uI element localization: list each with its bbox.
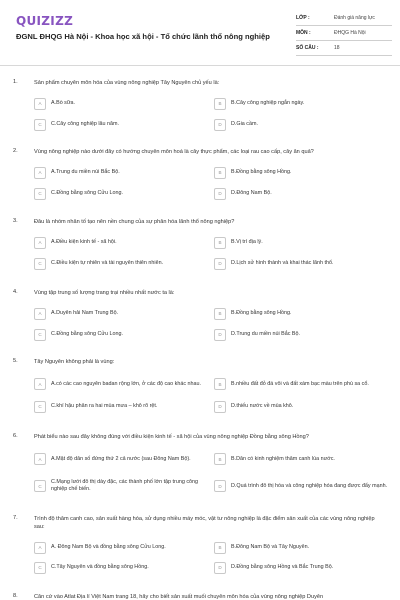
option-letter: D [214,401,226,413]
option-letter: D [214,119,226,131]
option-b[interactable] [214,165,389,180]
option-a[interactable] [34,540,204,555]
meta-label: LỚP : [296,15,310,21]
option-text: B.Cây công nghiệp ngắn ngày. [231,100,305,106]
option-text: B.nhiều đất đỏ đá vôi và đất xám bạc màu trên phù sa cổ. [231,380,369,387]
option-a[interactable] [34,165,204,180]
option-text: C.Cây công nghiệp lâu năm. [51,121,120,127]
option-a[interactable] [34,306,204,321]
option-c[interactable] [34,186,204,201]
option-d[interactable] [214,560,389,575]
option-letter: B [214,542,226,554]
option-text: B.Đồng bằng sông Hồng. [231,169,292,175]
option-text: C.Tây Nguyên và đồng bằng sông Hồng. [51,564,149,570]
option-letter: A [34,308,46,320]
question-number: 5. [13,358,18,364]
question-text: Tây Nguyên không phải là vùng: [34,359,115,365]
option-text: A. Đông Nam Bộ và đồng bằng sông Cửu Long. [51,544,166,550]
option-c[interactable] [34,399,204,414]
meta-value: 18 [334,45,340,51]
option-c[interactable] [34,117,204,132]
option-letter: D [214,480,226,492]
worksheet-meta [296,11,392,56]
option-text: D.thiếu nước về mùa khô. [231,403,294,409]
option-text: D.Đồng bằng sông Hồng và Bắc Trung Bộ. [231,564,334,570]
option-text: B.Đồng bằng sông Hồng. [231,310,292,316]
option-letter: C [34,258,46,270]
question-number: 7. [13,515,18,521]
option-text: D.Lịch sử hình thành và khai thác lãnh thổ. [231,260,334,266]
option-d[interactable] [214,327,389,342]
option-text: B.Dân có kinh nghiệm thâm canh lúa nước. [231,455,335,462]
option-c[interactable] [34,475,204,497]
option-d[interactable] [214,399,389,414]
option-text: C.Đồng bằng sông Cửu Long. [51,190,123,196]
question-text: Vùng nông nghiệp nào dưới đây có hướng chuyên môn hoá là cây thực phẩm, các loại rau cao cấp, cây ăn quả? [34,149,314,155]
option-text: C.Điều kiện tự nhiên và tài nguyên thiên nhiên. [51,260,164,266]
option-a[interactable] [34,96,204,111]
option-text: D.Gia cầm. [231,121,258,127]
option-c[interactable] [34,256,204,271]
option-letter: A [34,453,46,465]
option-letter: A [34,542,46,554]
option-a[interactable] [34,235,204,250]
option-letter: C [34,188,46,200]
option-text: A.Duyên hải Nam Trung Bộ. [51,310,119,316]
question-text: Trình độ thâm canh cao, sản xuất hàng hóa, sử dụng nhiều máy móc, vật tư nông nghiệp là đặc điểm sản xuất của các vùng nông nghiệp sau: [34,516,375,530]
option-text: A.Bò sữa. [51,100,75,106]
option-text: D.Quá trình đô thị hóa và công nghiệp hóa đang được đẩy mạnh. [231,482,388,489]
question-number: 2. [13,148,18,154]
option-text: A.Trung du miền núi Bắc Bộ. [51,169,120,175]
question-number: 4. [13,289,18,295]
option-letter: C [34,562,46,574]
option-letter: C [34,329,46,341]
option-text: C.Mạng lưới đô thị dày đặc, các thành phố lớn tập trung công nghiệp chế biến. [51,479,199,492]
option-letter: D [214,188,226,200]
option-letter: D [214,258,226,270]
option-b[interactable] [214,306,389,321]
option-b[interactable] [214,235,389,250]
option-a[interactable] [34,448,204,470]
option-letter: A [34,237,46,249]
option-b[interactable] [214,96,389,111]
option-d[interactable] [214,256,389,271]
option-a[interactable] [34,373,204,395]
meta-label: MÔN : [296,30,311,36]
option-letter: B [214,308,226,320]
question-text: Căn cứ vào Atlat Địa lí Việt Nam trang 18, hãy cho biết sản xuất muối chuyên môn hóa của vùng nông nghiệp Duyên [34,594,324,600]
option-d[interactable] [214,117,389,132]
option-letter: B [214,453,226,465]
meta-row-subject [296,26,392,41]
option-text: A.Điều kiện kinh tế - xã hội. [51,239,117,245]
option-letter: C [34,401,46,413]
option-b[interactable] [214,448,389,470]
quizizz-logo: QUIZIZZ [16,14,74,28]
option-text: D.Trung du miền núi Bắc Bộ. [231,331,301,337]
option-text: B.Vị trí địa lý. [231,239,263,245]
option-text: B.Đông Nam Bộ và Tây Nguyên. [231,544,310,550]
option-text: D.Đông Nam Bộ. [231,190,272,196]
question-text: Vùng tập trung số lượng trang trại nhiều nhất nước ta là: [34,290,175,296]
option-letter: C [34,119,46,131]
option-letter: B [214,167,226,179]
option-text: A.Mật độ dân số đứng thứ 2 cả nước (sau Đông Nam Bộ). [51,455,191,462]
meta-row-count [296,41,392,56]
option-b[interactable] [214,540,389,555]
meta-value: ĐHQG Hà Nội [334,30,366,36]
option-text: C.Đồng bằng sông Cửu Long. [51,331,123,337]
option-d[interactable] [214,186,389,201]
option-letter: B [214,98,226,110]
option-c[interactable] [34,560,204,575]
meta-row-class [296,11,392,26]
question-number: 6. [13,433,18,439]
option-letter: D [214,562,226,574]
option-letter: A [34,378,46,390]
option-text: C.khí hậu phân ra hai mùa mưa – khô rõ rệt. [51,403,158,409]
option-letter: B [214,378,226,390]
question-text: Đâu là nhóm nhân tố tạo nên nền chung của sự phân hóa lãnh thổ nông nghiệp? [34,219,235,225]
option-letter: B [214,237,226,249]
question-number: 3. [13,218,18,224]
option-text: A.có các cao nguyên badan rộng lớn, ở các độ cao khác nhau. [51,380,202,387]
worksheet-header [0,0,400,66]
option-d[interactable] [214,475,389,497]
option-letter: C [34,480,46,492]
meta-value: Đánh giá năng lực [334,15,375,21]
option-b[interactable] [214,373,389,395]
option-letter: A [34,167,46,179]
option-c[interactable] [34,327,204,342]
meta-label: SỐ CÂU : [296,45,319,51]
option-letter: D [214,329,226,341]
question-number: 1. [13,79,18,85]
question-text: Phát biểu nào sau đây không đúng với điều kiện kinh tế - xã hội của vùng nông nghiệp Đồng bằng sông Hồng? [34,434,309,440]
question-text: Sản phẩm chuyên môn hóa của vùng nông nghiệp Tây Nguyên chủ yếu là: [34,80,220,86]
worksheet-title: ĐGNL ĐHQG Hà Nội - Khoa học xã hội - Tổ chức lãnh thổ nông nghiệp [16,32,270,41]
option-letter: A [34,98,46,110]
question-number: 8. [13,593,18,599]
